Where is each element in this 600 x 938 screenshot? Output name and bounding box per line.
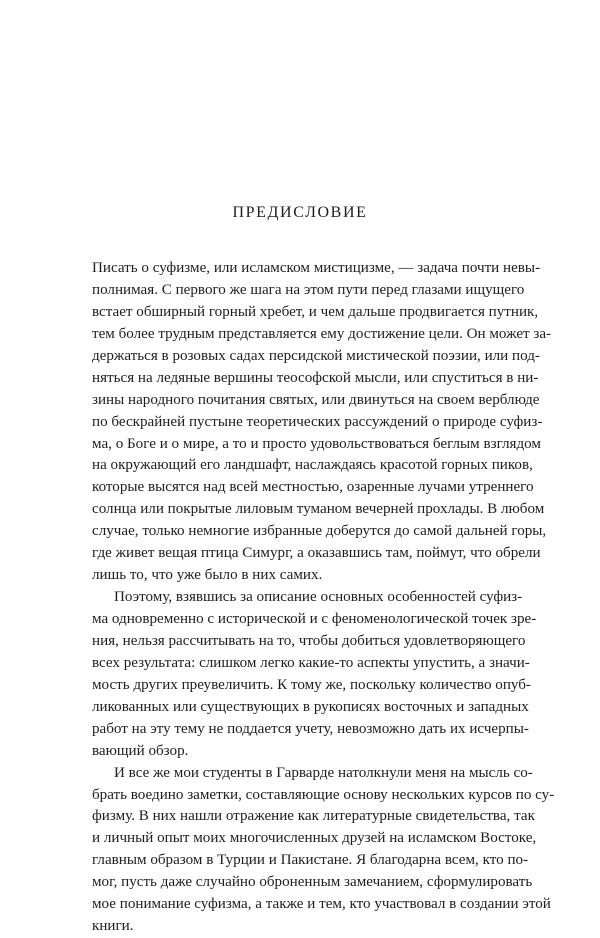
text-line: Писать о суфизме, или исламском мистицизме, — задача почти невы- <box>92 260 541 276</box>
paragraph <box>92 258 552 587</box>
text-line: солнца или покрытые лиловым туманом вечерней прохлады. В любом <box>92 501 545 518</box>
text-line: лишь то, что уже было в них самих. <box>92 567 323 584</box>
paragraph <box>92 587 537 763</box>
paragraph <box>92 763 555 938</box>
chapter-title: ПРЕДИСЛОВИЕ <box>232 204 368 221</box>
text-line: мог, пусть даже случайно оброненным замечанием, сформулировать <box>92 874 533 891</box>
text-line: ния, нельзя рассчитывать на то, чтобы добиться удовлетворяющего <box>92 632 526 649</box>
text-line: тем более трудным представляется ему достижение цели. Он может за- <box>92 325 552 342</box>
text-line: работ на эту тему не поддается учету, невозможно дать их исчерпы- <box>92 720 529 737</box>
text-line: мое понимание суфизма, а также и тем, кто участвовал в создании этой <box>92 896 551 913</box>
text-line: зины народного почитания святых, или двинуться на своем верблюде <box>92 391 540 408</box>
text-line: случае, только немногие избранные доберутся до самой дальней горы, <box>92 523 547 540</box>
text-line: полнимая. С первого же шага на этом пути перед глазами ищущего <box>92 281 525 298</box>
text-line: ма, о Боге и о мире, а то и просто удовольствоваться беглым взглядом <box>92 435 541 452</box>
text-line: ликованных или существующих в рукописях восточных и западных <box>92 698 529 715</box>
text-line: держаться в розовых садах персидской мистической поэзии, или под- <box>92 347 540 364</box>
text-line: няться на ледяные вершины теософской мысли, или спуститься в ни- <box>92 369 539 386</box>
text-line: по бескрайней пустыне теоретических рассуждений о природе суфиз- <box>92 413 543 430</box>
text-line: которые высятся над всей местностью, озаренные лучами утреннего <box>92 479 534 496</box>
text-line: главным образом в Турции и Пакистане. Я благодарна всем, кто по- <box>92 852 529 869</box>
text-line: физму. В них нашли отражение как литературные свидетельства, так <box>92 808 535 825</box>
text-line: где живет вещая птица Симург, а оказавшись там, поймут, что обрели <box>92 545 541 562</box>
text-line: мость других преувеличить. К тому же, поскольку количество опуб- <box>92 676 531 693</box>
body-text <box>92 258 555 938</box>
text-line: книги. <box>92 918 134 935</box>
text-line: ма одновременно с исторической и с феноменологической точек зре- <box>92 611 537 627</box>
text-line: всех результата: слишком легко какие-то аспекты упустить, а значи- <box>92 654 530 671</box>
text-line: И все же мои студенты в Гарварде натолкнули меня на мысль со- <box>114 764 533 781</box>
text-line: и личный опыт моих многочисленных друзей на исламском Востоке, <box>92 830 537 847</box>
text-line: на окружающий его ландшафт, наслаждаясь красотой горных пиков, <box>92 457 533 474</box>
text-line: вающий обзор. <box>92 742 189 759</box>
text-line: Поэтому, взявшись за описание основных особенностей суфиз- <box>114 589 523 606</box>
text-line: брать воедино заметки, составляющие основу нескольких курсов по су- <box>92 786 555 803</box>
text-line: встает обширный горный хребет, и чем дальше продвигается путник, <box>92 303 539 320</box>
